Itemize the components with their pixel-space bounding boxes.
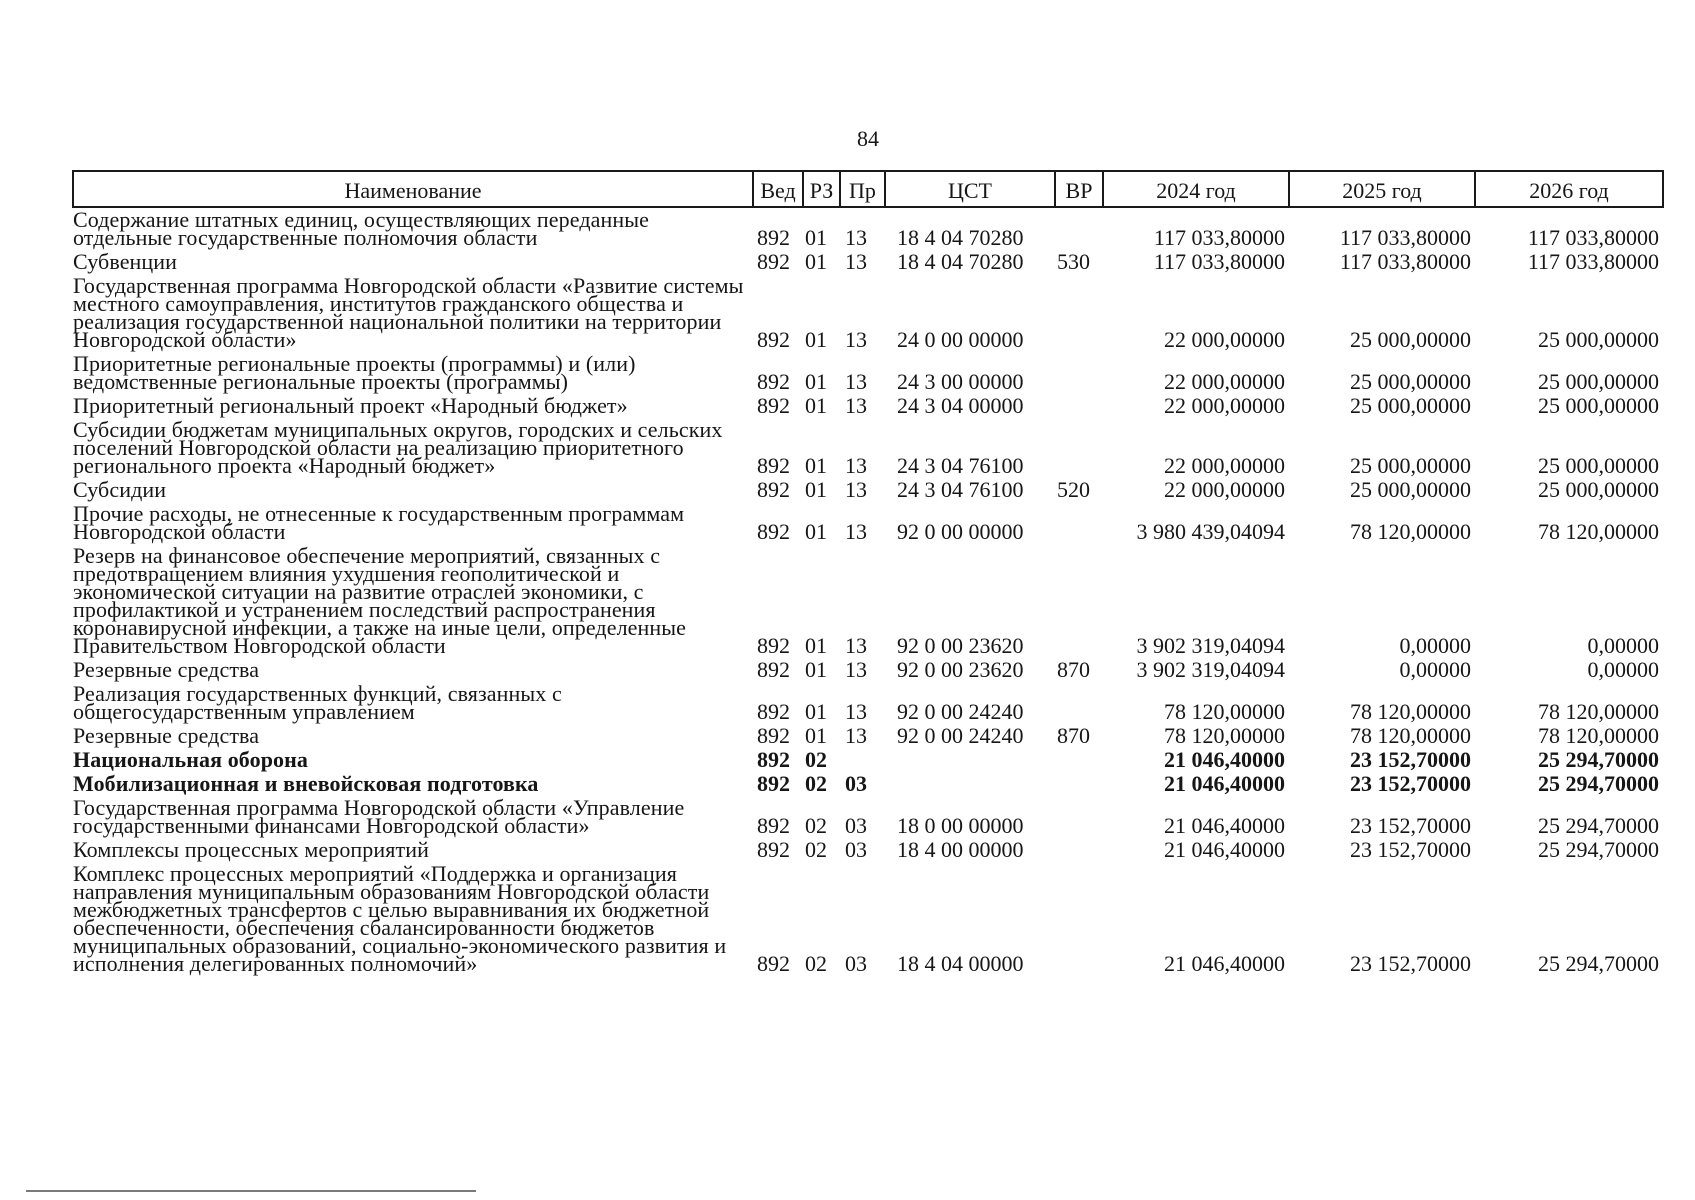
table-row — [73, 748, 1663, 772]
cell-2026: 25 000,00000 — [1538, 477, 1659, 502]
cell-rz: 01 — [805, 477, 827, 502]
table-row — [73, 658, 1663, 682]
table-row — [73, 682, 1663, 724]
cell-2025: 0,00000 — [1399, 633, 1471, 658]
cell-rz: 01 — [805, 723, 827, 748]
cell-cst — [885, 748, 1055, 772]
cell-rz: 01 — [805, 393, 827, 418]
cell-rz: 02 — [805, 813, 827, 838]
cell-2026: 117 033,80000 — [1527, 225, 1659, 250]
cell-cst: 92 0 00 23620 — [897, 633, 1024, 658]
cell-vr — [1055, 862, 1103, 976]
cell-vr — [1055, 502, 1103, 544]
cell-2026: 25 294,70000 — [1538, 813, 1659, 838]
cell-2025: 117 033,80000 — [1339, 249, 1471, 274]
cell-vr: 870 — [1057, 657, 1090, 682]
cell-ved: 892 — [757, 225, 790, 250]
cell-pr: 03 — [845, 951, 867, 976]
cell-cst: 18 4 04 00000 — [897, 951, 1024, 976]
cell-ved: 892 — [757, 519, 790, 544]
cell-2025: 78 120,00000 — [1350, 519, 1471, 544]
header-ved: Вед — [753, 171, 803, 207]
cell-name: Национальная оборона — [73, 747, 309, 772]
cell-name: Приоритетные региональные проекты (программы) и (или) ведомственные региональные проекты (программы) — [73, 351, 636, 394]
cell-2024: 21 046,40000 — [1164, 837, 1285, 862]
cell-ved: 892 — [757, 771, 790, 796]
cell-ved: 892 — [757, 369, 790, 394]
cell-vr — [1055, 796, 1103, 838]
table-row — [73, 502, 1663, 544]
cell-ved: 892 — [757, 249, 790, 274]
cell-ved: 892 — [757, 327, 790, 352]
cell-rz: 01 — [805, 699, 827, 724]
cell-2024: 22 000,00000 — [1164, 369, 1285, 394]
cell-pr: 13 — [845, 453, 867, 478]
cell-rz: 01 — [805, 657, 827, 682]
cell-rz: 01 — [805, 249, 827, 274]
cell-rz: 02 — [805, 951, 827, 976]
cell-name: Комплексы процессных мероприятий — [73, 837, 429, 862]
cell-cst — [885, 772, 1055, 796]
cell-2024: 3 902 319,04094 — [1136, 657, 1285, 682]
cell-vr — [1055, 418, 1103, 478]
cell-2026: 78 120,00000 — [1538, 519, 1659, 544]
cell-ved: 892 — [757, 951, 790, 976]
cell-cst: 24 3 00 00000 — [897, 369, 1024, 394]
cell-2024: 22 000,00000 — [1164, 477, 1285, 502]
cell-2026: 25 000,00000 — [1538, 327, 1659, 352]
cell-2026: 0,00000 — [1587, 633, 1659, 658]
cell-pr: 13 — [845, 699, 867, 724]
cell-cst: 92 0 00 24240 — [897, 723, 1024, 748]
cell-2025: 25 000,00000 — [1350, 393, 1471, 418]
cell-2024: 22 000,00000 — [1164, 327, 1285, 352]
cell-2024: 117 033,80000 — [1153, 225, 1285, 250]
cell-vr: 530 — [1057, 249, 1090, 274]
cell-cst: 18 0 00 00000 — [897, 813, 1024, 838]
cell-2025: 23 152,70000 — [1350, 813, 1471, 838]
cell-pr: 13 — [845, 393, 867, 418]
cell-cst: 92 0 00 00000 — [897, 519, 1024, 544]
table-row — [73, 274, 1663, 352]
cell-vr: 520 — [1057, 477, 1090, 502]
cell-name: Резервные средства — [73, 657, 260, 682]
table-row — [73, 838, 1663, 862]
cell-2024: 21 046,40000 — [1164, 813, 1285, 838]
cell-2026: 78 120,00000 — [1538, 699, 1659, 724]
cell-cst: 18 4 04 70280 — [897, 225, 1024, 250]
cell-ved: 892 — [757, 453, 790, 478]
cell-rz: 01 — [805, 369, 827, 394]
cell-rz: 01 — [805, 225, 827, 250]
cell-pr: 13 — [845, 477, 867, 502]
header-rz: РЗ — [803, 171, 840, 207]
cell-2024: 21 046,40000 — [1164, 747, 1285, 772]
table-row — [73, 418, 1663, 478]
cell-rz: 01 — [805, 453, 827, 478]
cell-ved: 892 — [757, 633, 790, 658]
cell-rz: 02 — [805, 771, 827, 796]
cell-vr — [1055, 352, 1103, 394]
table-body — [73, 207, 1663, 976]
cell-name: Субсидии — [73, 477, 167, 502]
cell-name: Государственная программа Новгородской области «Развитие системы местного самоуправления, институтов гражданского общества и реализация государственной национальной политики на территории Новгородской области» — [73, 273, 744, 352]
cell-pr: 13 — [845, 225, 867, 250]
cell-cst: 24 3 04 00000 — [897, 393, 1024, 418]
cell-2024: 21 046,40000 — [1164, 771, 1285, 796]
cell-pr: 03 — [845, 771, 867, 796]
cell-name: Субвенции — [73, 249, 178, 274]
table-row — [73, 544, 1663, 658]
cell-2026: 25 294,70000 — [1538, 837, 1659, 862]
cell-2026: 25 000,00000 — [1538, 453, 1659, 478]
cell-2025: 23 152,70000 — [1350, 747, 1471, 772]
cell-2025: 25 000,00000 — [1350, 327, 1471, 352]
header-name: Наименование — [73, 171, 753, 207]
cell-vr — [1055, 207, 1103, 250]
cell-name: Содержание штатных единиц, осуществляющих переданные отдельные государственные полномочия области — [73, 207, 649, 250]
table-row — [73, 772, 1663, 796]
table-row — [73, 862, 1663, 976]
cell-pr: 03 — [845, 813, 867, 838]
cell-2026: 25 294,70000 — [1538, 771, 1659, 796]
cell-2026: 25 000,00000 — [1538, 393, 1659, 418]
cell-pr: 13 — [845, 369, 867, 394]
cell-2026: 78 120,00000 — [1538, 723, 1659, 748]
cell-2025: 25 000,00000 — [1350, 453, 1471, 478]
cell-2026: 25 294,70000 — [1538, 951, 1659, 976]
cell-2025: 0,00000 — [1399, 657, 1471, 682]
cell-ved: 892 — [757, 699, 790, 724]
cell-name: Субсидии бюджетам муниципальных округов, городских и сельских поселений Новгородской области на реализацию приоритетного регионального проекта «Народный бюджет» — [73, 417, 723, 478]
cell-pr: 13 — [845, 327, 867, 352]
cell-2025: 78 120,00000 — [1350, 699, 1471, 724]
cell-cst: 24 3 04 76100 — [897, 453, 1024, 478]
cell-2025: 25 000,00000 — [1350, 369, 1471, 394]
cell-2024: 78 120,00000 — [1164, 699, 1285, 724]
cell-2024: 78 120,00000 — [1164, 723, 1285, 748]
cell-2025: 117 033,80000 — [1339, 225, 1471, 250]
cell-2024: 3 980 439,04094 — [1136, 519, 1285, 544]
cell-vr — [1055, 274, 1103, 352]
footer-rule — [26, 1190, 476, 1192]
cell-pr: 13 — [845, 519, 867, 544]
page-number: 84 — [857, 126, 879, 151]
cell-pr — [840, 748, 885, 772]
cell-vr — [1055, 544, 1103, 658]
cell-2026: 25 000,00000 — [1538, 369, 1659, 394]
cell-cst: 24 3 04 76100 — [897, 477, 1024, 502]
cell-vr — [1055, 394, 1103, 418]
table-row — [73, 478, 1663, 502]
cell-2024: 117 033,80000 — [1153, 249, 1285, 274]
cell-2026: 0,00000 — [1587, 657, 1659, 682]
cell-name: Комплекс процессных мероприятий «Поддержка и организация направления муниципальным образованиям Новгородской области межбюджетных трансфертов с целью выравнивания их бюджетной обеспеченности, обеспечения сбалансированности бюджетов муниципальных образований, социально-экономического развития и исполнения делегированных полномочий» — [73, 861, 727, 976]
cell-2024: 3 902 319,04094 — [1136, 633, 1285, 658]
cell-ved: 892 — [757, 813, 790, 838]
cell-vr — [1055, 772, 1103, 796]
cell-rz: 02 — [805, 837, 827, 862]
cell-name: Прочие расходы, не отнесенные к государственным программам Новгородской области — [73, 501, 685, 544]
cell-ved: 892 — [757, 837, 790, 862]
header-vr: ВР — [1055, 171, 1103, 207]
cell-name: Государственная программа Новгородской области «Управление государственными финансами Новгородской области» — [73, 795, 685, 838]
cell-name: Приоритетный региональный проект «Народный бюджет» — [73, 393, 628, 418]
cell-cst: 24 0 00 00000 — [897, 327, 1024, 352]
cell-pr: 13 — [845, 249, 867, 274]
cell-2026: 117 033,80000 — [1527, 249, 1659, 274]
budget-table — [72, 170, 1664, 976]
cell-ved: 892 — [757, 393, 790, 418]
cell-cst: 18 4 00 00000 — [897, 837, 1024, 862]
table-header — [73, 171, 1663, 207]
table-row — [73, 250, 1663, 274]
cell-vr: 870 — [1057, 723, 1090, 748]
cell-2025: 23 152,70000 — [1350, 837, 1471, 862]
cell-rz: 01 — [805, 519, 827, 544]
header-pr: Пр — [840, 171, 885, 207]
cell-ved: 892 — [757, 747, 790, 772]
table-row — [73, 394, 1663, 418]
cell-name: Резервные средства — [73, 723, 260, 748]
header-2026: 2026 год — [1475, 171, 1663, 207]
table-row — [73, 796, 1663, 838]
cell-pr: 13 — [845, 723, 867, 748]
header-2024: 2024 год — [1103, 171, 1289, 207]
cell-ved: 892 — [757, 657, 790, 682]
cell-rz: 01 — [805, 327, 827, 352]
cell-2024: 22 000,00000 — [1164, 393, 1285, 418]
cell-pr: 13 — [845, 657, 867, 682]
cell-pr: 03 — [845, 837, 867, 862]
cell-pr: 13 — [845, 633, 867, 658]
table-row — [73, 724, 1663, 748]
cell-rz: 01 — [805, 633, 827, 658]
header-2025: 2025 год — [1289, 171, 1475, 207]
cell-cst: 18 4 04 70280 — [897, 249, 1024, 274]
cell-name: Мобилизационная и вневойсковая подготовка — [73, 771, 539, 796]
cell-name: Реализация государственных функций, связанных с общегосударственным управлением — [73, 681, 562, 724]
cell-vr — [1055, 748, 1103, 772]
cell-ved: 892 — [757, 723, 790, 748]
cell-name: Резерв на финансовое обеспечение мероприятий, связанных с предотвращением влияния ухудшения геополитической и экономической ситуации на развитие отраслей экономики, с профилактикой и устранением последствий распространения коронавирусной инфекции, а также на иные цели, определенные Правительством Новгородской области — [73, 543, 687, 658]
cell-2025: 23 152,70000 — [1350, 771, 1471, 796]
cell-rz: 02 — [805, 747, 827, 772]
cell-ved: 892 — [757, 477, 790, 502]
table-row — [73, 207, 1663, 250]
cell-vr — [1055, 682, 1103, 724]
cell-cst: 92 0 00 24240 — [897, 699, 1024, 724]
cell-2025: 78 120,00000 — [1350, 723, 1471, 748]
cell-2024: 21 046,40000 — [1164, 951, 1285, 976]
cell-2024: 22 000,00000 — [1164, 453, 1285, 478]
cell-cst: 92 0 00 23620 — [897, 657, 1024, 682]
header-cst: ЦСТ — [885, 171, 1055, 207]
cell-2025: 23 152,70000 — [1350, 951, 1471, 976]
cell-2026: 25 294,70000 — [1538, 747, 1659, 772]
cell-vr — [1055, 838, 1103, 862]
table-row — [73, 352, 1663, 394]
budget-table-container — [72, 170, 1662, 976]
cell-2025: 25 000,00000 — [1350, 477, 1471, 502]
